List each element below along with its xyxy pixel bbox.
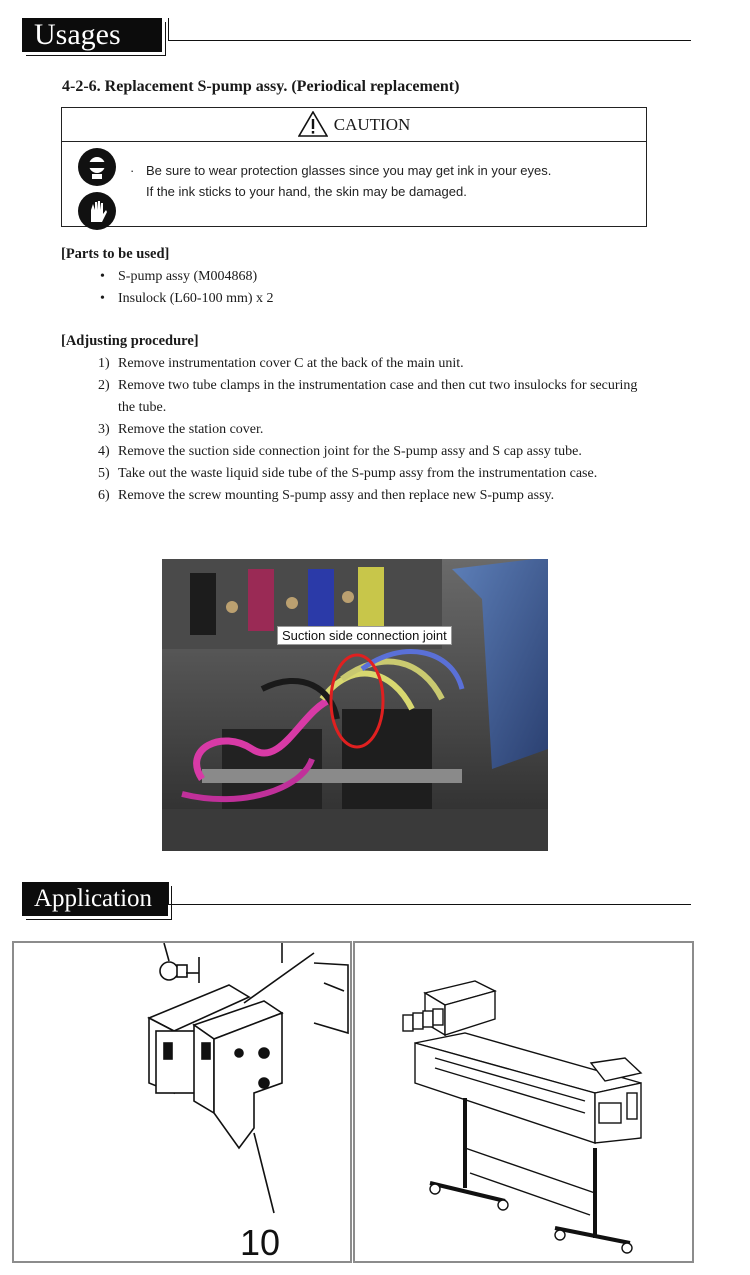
procedure-step: 4) Remove the suction side connection joint for the S-pump assy and S cap assy tube. [98,444,582,459]
photo-label: Suction side connection joint [277,626,452,645]
application-section-header [22,882,692,918]
application-title: Application [22,882,168,916]
adjusting-title: [Adjusting procedure] [61,333,199,349]
caution-line-1: Be sure to wear protection glasses since you may get ink in your eyes. [146,163,552,178]
header-rule [168,18,691,41]
caution-text: · Be sure to wear protection glasses since you may get ink in your eyes. If the ink sticks to your hand, the skin may be damaged. [130,160,551,202]
procedure-step: 2) Remove two tube clamps in the instrumentation case and then cut two insulocks for securing the tube. [98,378,638,415]
printer-diagram-panel [353,941,694,1263]
usages-title: Usages [22,18,162,52]
parts-title: [Parts to be used] [61,246,170,262]
procedure-title: 4-2-6. Replacement S-pump assy. (Periodical replacement) [62,78,460,95]
parts-list [100,266,274,310]
caution-heading: CAUTION [333,115,411,134]
caution-icons [78,148,118,236]
procedure-step: 1) Remove instrumentation cover C at the back of the main unit. [98,356,464,371]
usages-section-header [22,18,692,54]
gloves-icon [78,192,116,230]
procedure-step: 6) Remove the screw mounting S-pump assy and then replace new S-pump assy. [98,488,555,503]
caution-header [62,108,646,142]
pump-photo [162,559,548,851]
pump-diagram-panel [12,941,352,1263]
warning-triangle-icon [298,111,328,137]
caution-line-2: If the ink sticks to your hand, the skin may be damaged. [146,184,467,199]
procedure-step: 5) Take out the waste liquid side tube of the S-pump assy from the instrumentation case. [98,466,598,481]
part-number-label: 10 [240,1222,281,1263]
parts-list-item: • S-pump assy (M004868) [100,266,274,288]
protective-glasses-icon [78,148,116,186]
header-rule [168,882,691,905]
caution-box [61,107,647,227]
parts-list-item: • Insulock (L60-100 mm) x 2 [100,288,274,310]
procedure-steps [98,353,658,507]
procedure-step: 3) Remove the station cover. [98,422,264,437]
